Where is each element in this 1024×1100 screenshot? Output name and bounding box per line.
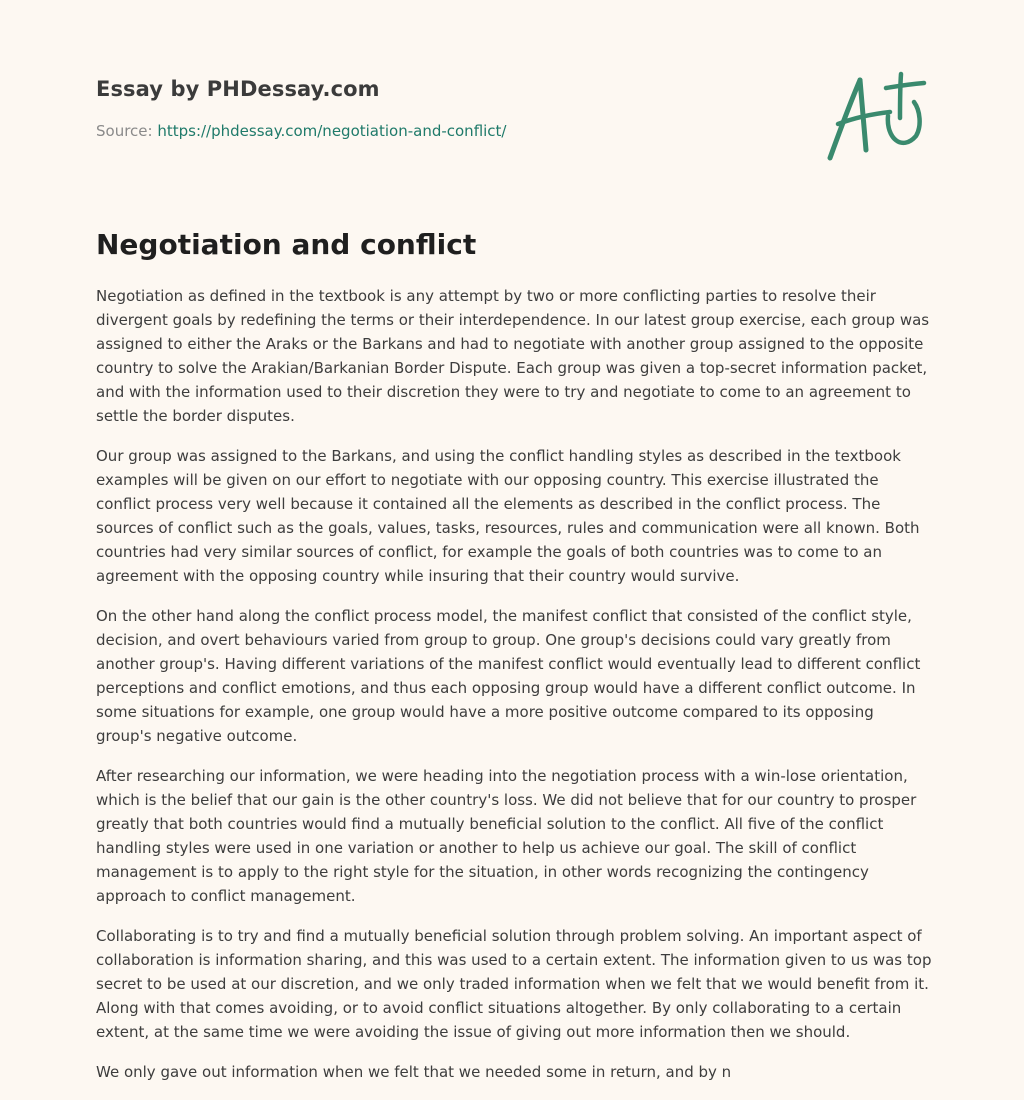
essay-body: [96, 284, 932, 1100]
essay-paragraph: Negotiation as defined in the textbook is any attempt by two or more conflicting parties to resolve their divergent goals by redefining the terms or their interdependence. In our latest group exercise, each group was assigned to either the Araks or the Barkans and had to negotiate with another group assigned to the opposite country to solve the Arakian/Barkanian Border Dispute. Each group was given a top-secret information packet, and with the information used to their discretion they were to try and negotiate to come to an agreement to settle the border disputes.: [96, 287, 930, 425]
essay-paragraph: Our group was assigned to the Barkans, and using the conflict handling styles as described in the textbook examples will be given on our effort to negotiate with our opposing country. This exercise illustrated the conflict process very well because it contained all the elements as described in the conflict process. The sources of conflict such as the goals, values, tasks, resources, rules and communication were all known. Both countries had very similar sources of conflict, for example the goals of both countries was to come to an agreement with the opposing country while insuring that their country would survive.: [96, 447, 920, 585]
source-link[interactable]: https://phdessay.com/negotiation-and-conflict/: [157, 122, 507, 140]
essay-paragraph: Collaborating is to try and find a mutually beneficial solution through problem solving. An important aspect of collaboration is information sharing, and this was used to a certain extent. The information given to us was top secret to be used at our discretion, and we only traded information when we felt that we would benefit from it. Along with that comes avoiding, or to avoid conflict situations altogether. By only collaborating to a certain extent, at the same time we were avoiding the issue of giving out more information then we should.: [96, 927, 932, 1041]
essay-title: Negotiation and conflict: [96, 228, 477, 261]
essay-paragraph: We only gave out information when we felt that we needed some in return, and by n: [96, 1063, 732, 1081]
a-plus-logo-icon: [820, 66, 930, 166]
essay-paragraph: After researching our information, we were heading into the negotiation process with a win-lose orientation, which is the belief that our gain is the other country's loss. We did not believe that for our country to prosper greatly that both countries would find a mutually beneficial solution to the conflict. All five of the conflict handling styles were used in one variation or another to help us achieve our goal. The skill of conflict management is to apply to the right style for the situation, in other words recognizing the contingency approach to conflict management.: [96, 767, 917, 905]
site-title: Essay by PHDessay.com: [96, 77, 380, 101]
source-label: Source:: [96, 122, 158, 140]
source-line: [96, 120, 736, 142]
essay-paragraph: On the other hand along the conflict process model, the manifest conflict that consisted of the conflict style, decision, and overt behaviours varied from group to group. One group's decisions could vary greatly from another group's. Having different variations of the manifest conflict would eventually lead to different conflict perceptions and conflict emotions, and thus each opposing group would have a different conflict outcome. In some situations for example, one group would have a more positive outcome compared to its opposing group's negative outcome.: [96, 607, 921, 745]
site-header: [96, 72, 736, 142]
